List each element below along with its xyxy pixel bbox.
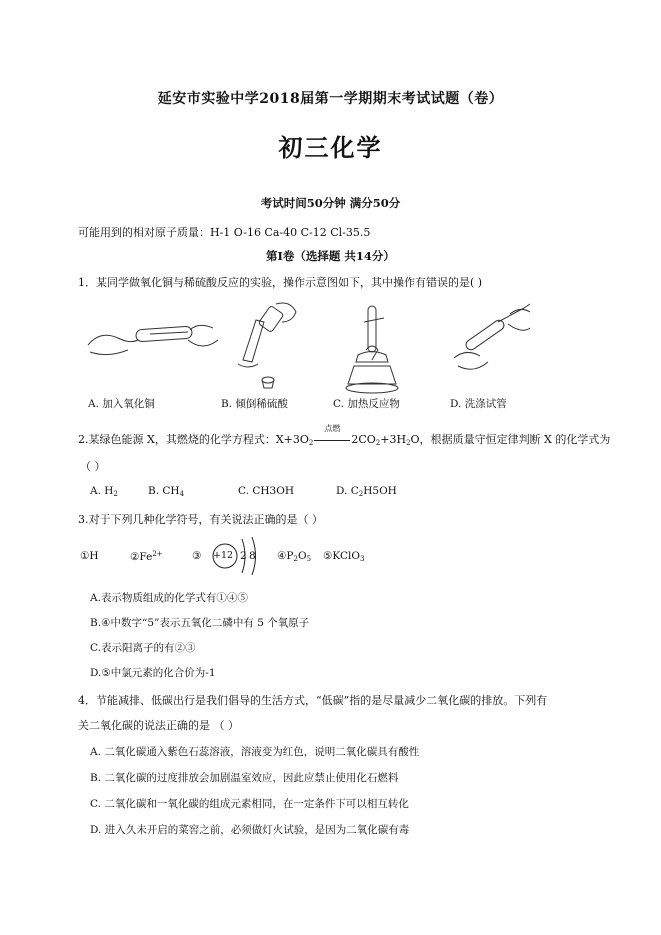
q3-symbol-2-charge: 2+ xyxy=(152,550,163,558)
q3-symbol-2-text: ②Fe xyxy=(130,551,153,563)
q3-symbol-4-sub-1: 2 xyxy=(293,555,298,563)
q2-option-d xyxy=(336,485,397,498)
q3-symbol-4-mid: O xyxy=(297,550,307,562)
q4-stem-line-2: 关二氧化碳的说法正确的是 （ ） xyxy=(78,719,239,732)
q2-reaction-arrow xyxy=(313,424,351,446)
illustration-a-adding-copper-oxide xyxy=(88,325,218,354)
q3-option-c: C.表示阳离子的有②③ xyxy=(90,642,196,654)
school-title: 延安市实验中学2018届第一学期期末考试试题（卷） xyxy=(157,91,504,107)
q3-stem: 3.对于下列几种化学符号，有关说法正确的是（ ） xyxy=(78,513,323,526)
q2-sub-co2: 2 xyxy=(375,439,381,447)
shell-electrons-1: 2 xyxy=(240,550,247,562)
q2-condition: 点燃 xyxy=(324,424,341,433)
subject-title: 初三化学 xyxy=(278,133,383,162)
q4-option-a: A. 二氧化碳通入紫色石蕊溶液，溶液变为红色，说明二氧化碳具有酸性 xyxy=(90,746,420,758)
q3-option-d: D.⑤中氯元素的化合价为-1 xyxy=(90,667,216,679)
q2-stem-part-b: 2CO xyxy=(351,433,376,446)
q3-option-b: B.④中数字“5”表示五氧化二磷中有 5 个氧原子 xyxy=(90,617,310,629)
q2-blank: （ ） xyxy=(80,460,106,473)
q4-option-c: C. 二氧化碳和一氧化碳的组成元素相同，在一定条件下可以相互转化 xyxy=(90,798,409,810)
q2-stem-part-d: O，根据质量守恒定律判断 X 的化学式为 xyxy=(410,433,611,446)
q4-option-b: B. 二氧化碳的过度排放会加剧温室效应，因此应禁止使用化石燃料 xyxy=(90,772,399,784)
q2-sub-o2: 2 xyxy=(308,439,314,447)
q2-stem-part-c: +3H xyxy=(380,433,407,446)
q3-symbol-5-sub: 3 xyxy=(359,555,365,563)
q2-option-a xyxy=(90,485,118,498)
q2-option-b-text: B. CH xyxy=(148,485,180,497)
q2-option-d-text: D. C xyxy=(336,485,359,497)
q2-equals-bar xyxy=(314,440,350,441)
q3-symbol-4-sub-2: 5 xyxy=(306,555,312,563)
section-title: 第Ⅰ卷（选择题 共14分） xyxy=(266,249,395,263)
q2-option-b xyxy=(148,485,184,498)
q2-option-d-rest: H5OH xyxy=(363,485,397,497)
q4-option-d: D. 进入久未开启的菜窖之前，必须做灯火试验，是因为二氧化碳有毒 xyxy=(90,824,410,836)
q1-caption-d: D. 洗涤试管 xyxy=(450,398,507,410)
q1-stem: 1．某同学做氧化铜与稀硫酸反应的实验，操作示意图如下，其中操作有错误的是( ) xyxy=(78,276,483,289)
q2-stem xyxy=(78,424,611,447)
illustration-b-pouring-acid xyxy=(238,303,296,388)
q1-caption-c: C. 加热反应物 xyxy=(333,398,400,410)
q2-stem-part-a: 2.某绿色能源 X，其燃烧的化学方程式：X+3O xyxy=(78,433,309,446)
q3-symbol-2 xyxy=(130,550,163,563)
q1-caption-a: A. 加入氧化铜 xyxy=(88,398,155,410)
q3-symbol-4 xyxy=(277,550,311,563)
q3-symbol-5-text: ⑤KClO xyxy=(323,550,360,562)
time-score: 考试时间50分钟 满分50分 xyxy=(260,196,401,210)
q3-option-a: A.表示物质组成的化学式有①④⑤ xyxy=(90,592,248,604)
q2-option-c: C. CH3OH xyxy=(238,485,294,497)
q2-option-a-text: A. H xyxy=(90,485,114,497)
illustration-c-heating xyxy=(346,306,398,393)
q4-stem-line-1: 4．节能减排、低碳出行是我们倡导的生活方式，“低碳”指的是尽量减少二氧化碳的排放。下列有 xyxy=(78,694,548,707)
q3-symbol-1: ①H xyxy=(80,550,99,562)
q2-option-d-sub: 2 xyxy=(358,490,364,498)
q2-option-a-sub: 2 xyxy=(113,490,118,498)
q1-caption-b: B. 倾倒稀硫酸 xyxy=(221,398,288,410)
q3-symbol-4-text: ④P xyxy=(277,550,294,562)
q3-symbol-5 xyxy=(323,550,364,563)
nucleus-charge: +12 xyxy=(213,550,234,561)
q2-option-b-sub: 4 xyxy=(179,490,185,498)
q2-sub-h2o: 2 xyxy=(406,439,411,447)
q3-symbol-3: ③ xyxy=(192,550,202,562)
illustration-d-washing-tube xyxy=(454,304,530,369)
atomic-masses: 可能用到的相对原子质量：H-1 O-16 Ca-40 C-12 Cl-35.5 xyxy=(78,226,371,239)
shell-electrons-2: 8 xyxy=(249,550,256,562)
